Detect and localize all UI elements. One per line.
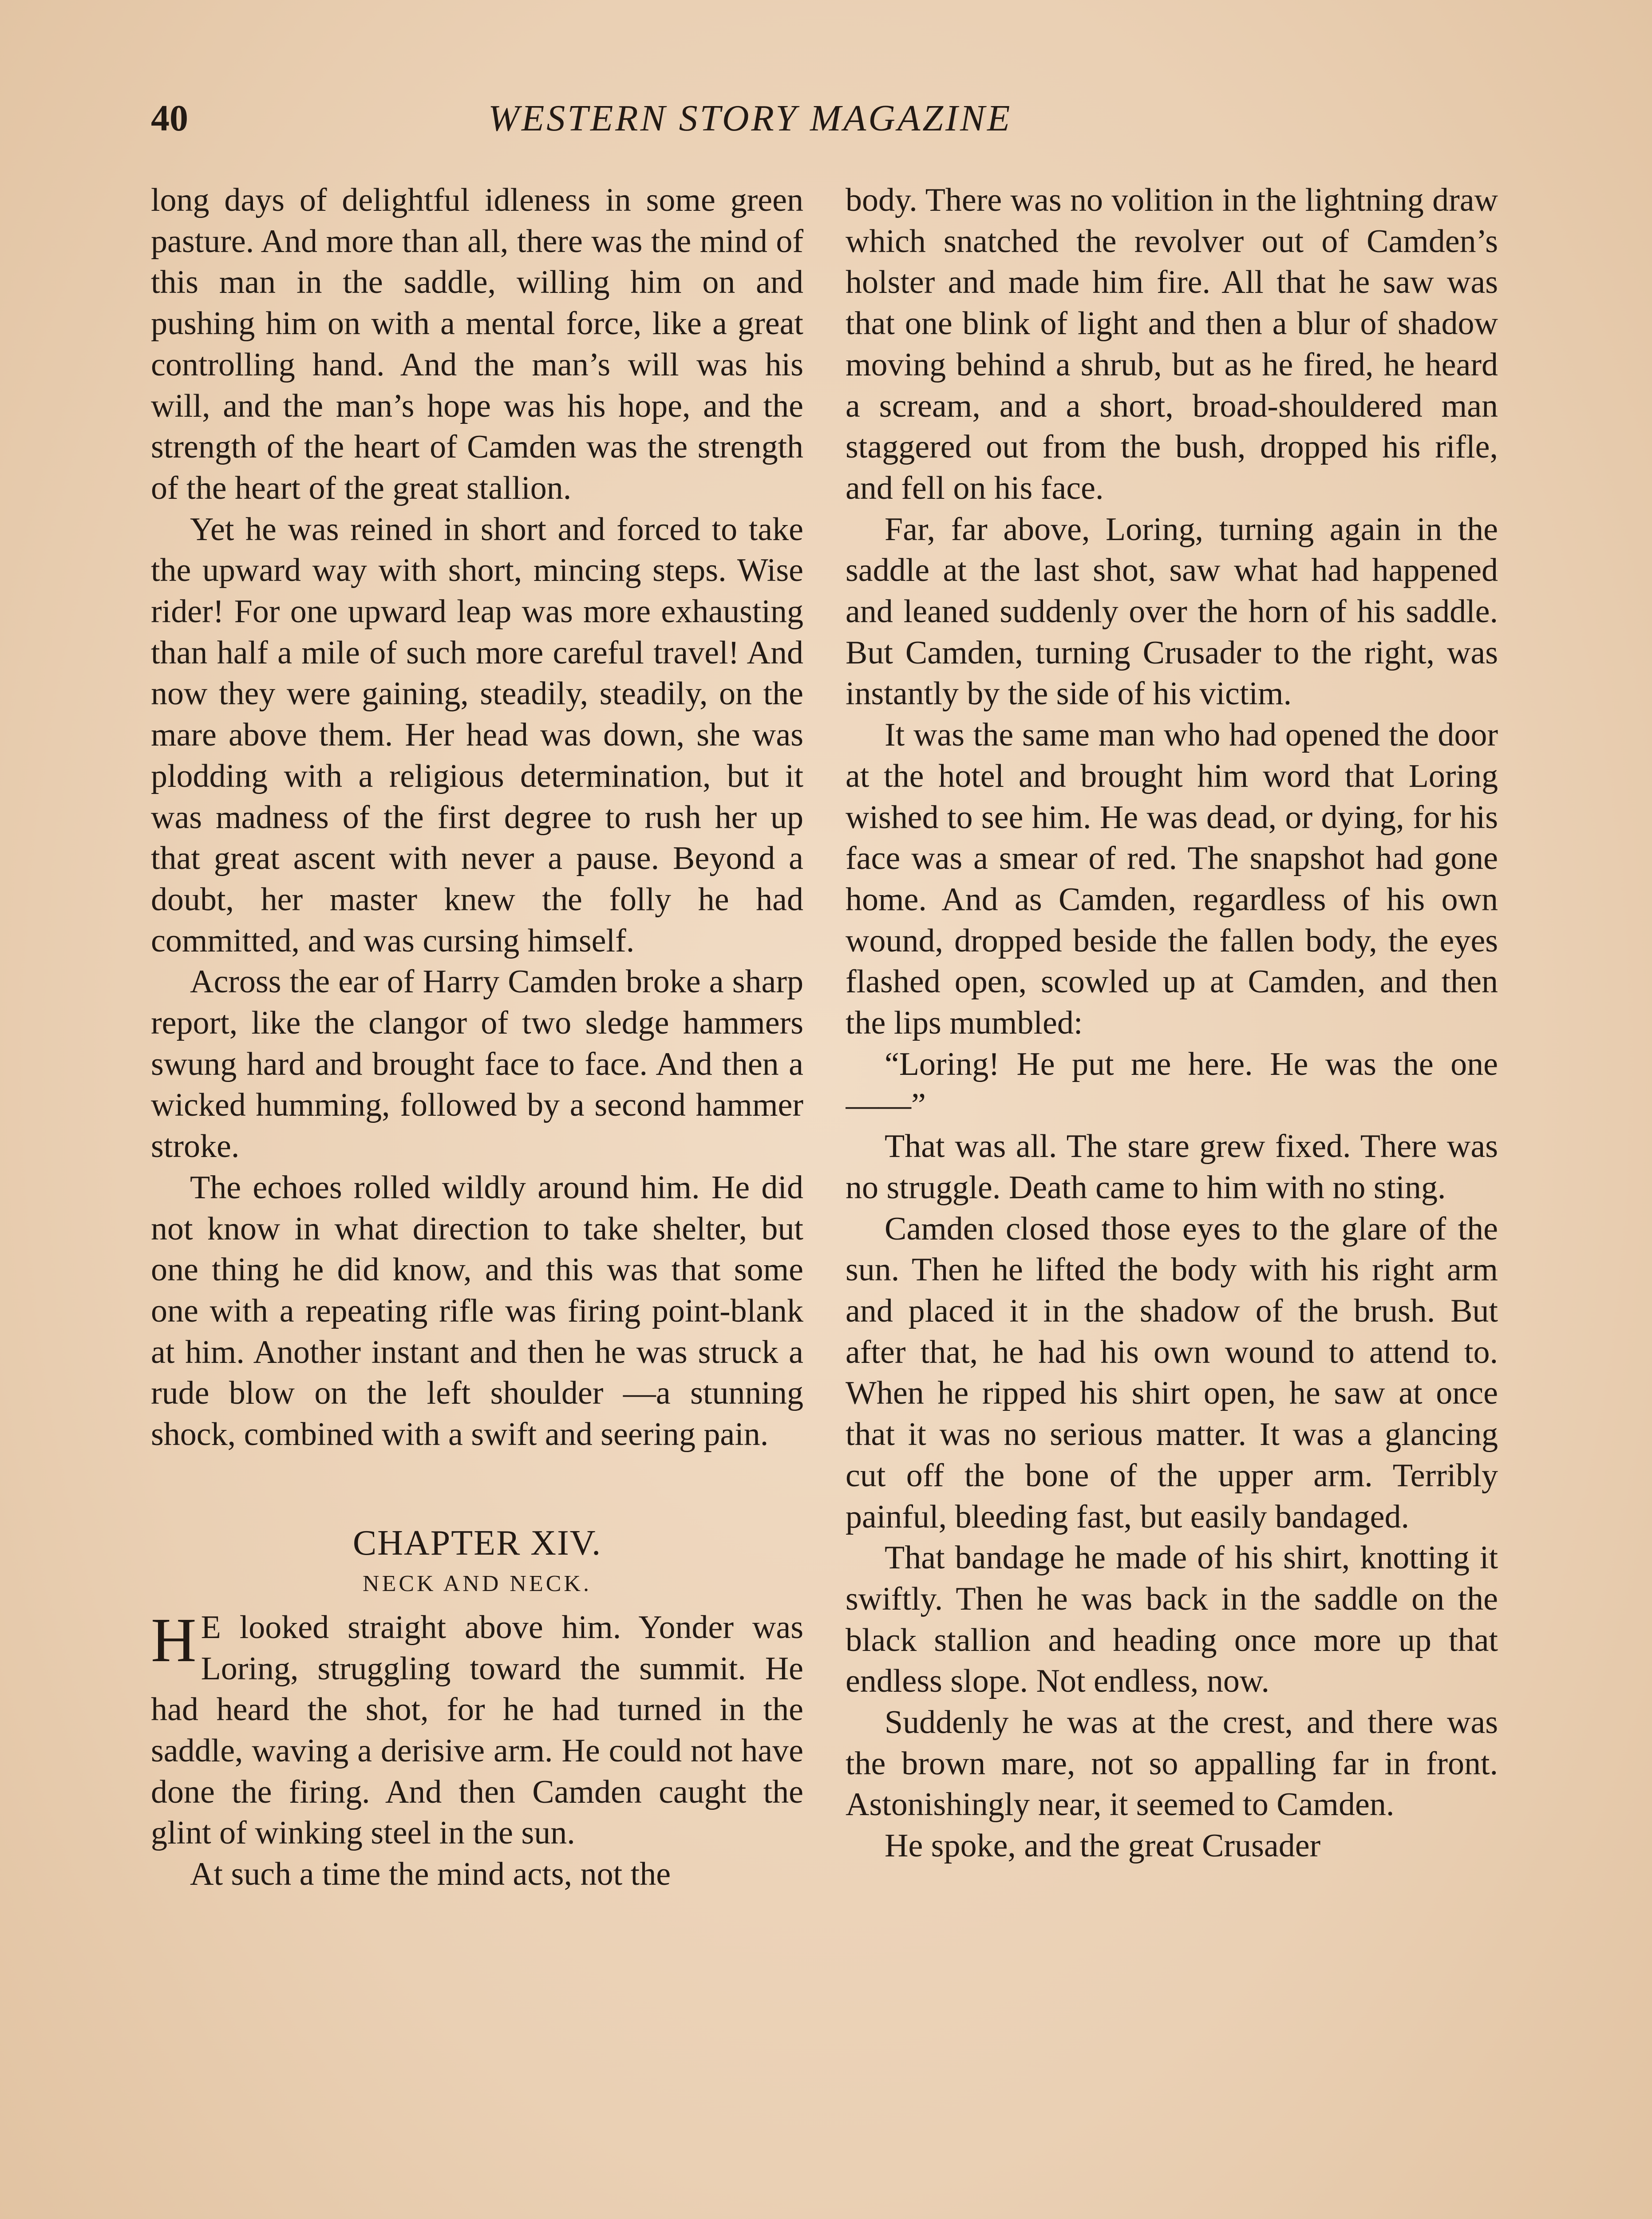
paragraph: Yet he was reined in short and forced to take the upward way with short, mincing steps. Wise rider! For one upward leap was more exhausting than half a mile of such more careful travel! And now they were gaining, steadily, steadily, on the mare above them. Her head was down, she was plodding with a religious determination, but it was madness of the first degree to rush her up that great ascent with never a pause. Beyond a doubt, her master knew the folly he had committed, and was cursing himself. xyxy=(151,511,803,959)
paragraph: It was the same man who had opened the door at the hotel and brought him word that Loring wished to see him. He was dead, or dying, for his face was a smear of red. The snapshot had gone home. And as Camden, regardless of his own wound, dropped beside the fallen body, the eyes flashed open, scowled up at Camden, and then the lips mumbled: xyxy=(846,717,1498,1042)
chapter-heading: CHAPTER XIV. xyxy=(352,1523,602,1563)
paragraph: Camden closed those eyes to the glare of the sun. Then he lifted the body with his right arm and placed it in the shadow of the brush. But after that, he had his own wound to attend to. When he ripped his shirt open, he saw at once that it was no serious matter. It was a glancing cut off the bone of the upper arm. Terribly painful, bleeding fast, but easily bandaged. xyxy=(846,1210,1498,1535)
paragraph: Far, far above, Loring, turning again in the saddle at the last shot, saw what had happened and leaned suddenly over the horn of his saddle. But Camden, turning Crusader to the right, was instantly by the side of his victim. xyxy=(846,511,1498,712)
chapter-opening-text: E looked straight above him. Yonder was Loring, struggling toward the summit. He had heard the shot, for he had turned in the saddle, waving a derisive arm. He could not have done the firing. And then Camden caught the glint of winking steel in the sun. xyxy=(151,1609,803,1852)
paragraph: long days of delightful idleness in some green pasture. And more than all, there was the mind of this man in the saddle, willing him on and pushing him on with a mental force, like a great controlling hand. And the man’s will was his will, and the man’s hope was his hope, and the strength of the heart of Camden was the strength of the heart of the great stallion. xyxy=(151,182,803,506)
chapter-opening-paragraph xyxy=(151,1604,803,1854)
drop-cap: H xyxy=(151,1604,197,1675)
paragraph: The echoes rolled wildly around him. He did not know in what direction to take shelter, but one thing he did know, and this was that some one with a repeating rifle was firing point-blank at him. Another instant and then he was struck a rude blow on the left shoulder —a stunning shock, combined with a swift and seering pain. xyxy=(151,1169,803,1453)
paragraph: He spoke, and the great Crusader xyxy=(885,1828,1321,1864)
running-head: WESTERN STORY MAGAZINE xyxy=(488,98,1012,139)
paragraph: At such a time the mind acts, not the xyxy=(190,1856,671,1893)
page-number: 40 xyxy=(151,98,188,139)
chapter-subtitle: NECK AND NECK. xyxy=(363,1571,592,1596)
paragraph: That was all. The stare grew fixed. There was no struggle. Death came to him with no sting. xyxy=(846,1128,1498,1206)
paragraph: That bandage he made of his shirt, knotting it swiftly. Then he was back in the saddle on the black stallion and heading once more up that endless slope. Not endless, now. xyxy=(846,1540,1498,1700)
paragraph: Suddenly he was at the crest, and there was the brown mare, not so appalling far in front. Astonishingly near, it seemed to Camden. xyxy=(846,1704,1498,1823)
right-column xyxy=(846,180,1498,2219)
dialogue-paragraph: “Loring! He put me here. He was the one——” xyxy=(846,1046,1498,1124)
paragraph: body. There was no volition in the lightning draw which snatched the revolver out of Camden’s holster and made him fire. All that he saw was that one blink of light and then a blur of shadow moving behind a shrub, but as he fired, he heard a scream, and a short, broad-shouldered man staggered out from the bush, dropped his rifle, and fell on his face. xyxy=(846,182,1498,506)
paragraph: Across the ear of Harry Camden broke a sharp report, like the clangor of two sledge hammers swung hard and brought face to face. And then a wicked humming, followed by a second hammer stroke. xyxy=(151,963,803,1165)
left-column xyxy=(151,180,803,2219)
